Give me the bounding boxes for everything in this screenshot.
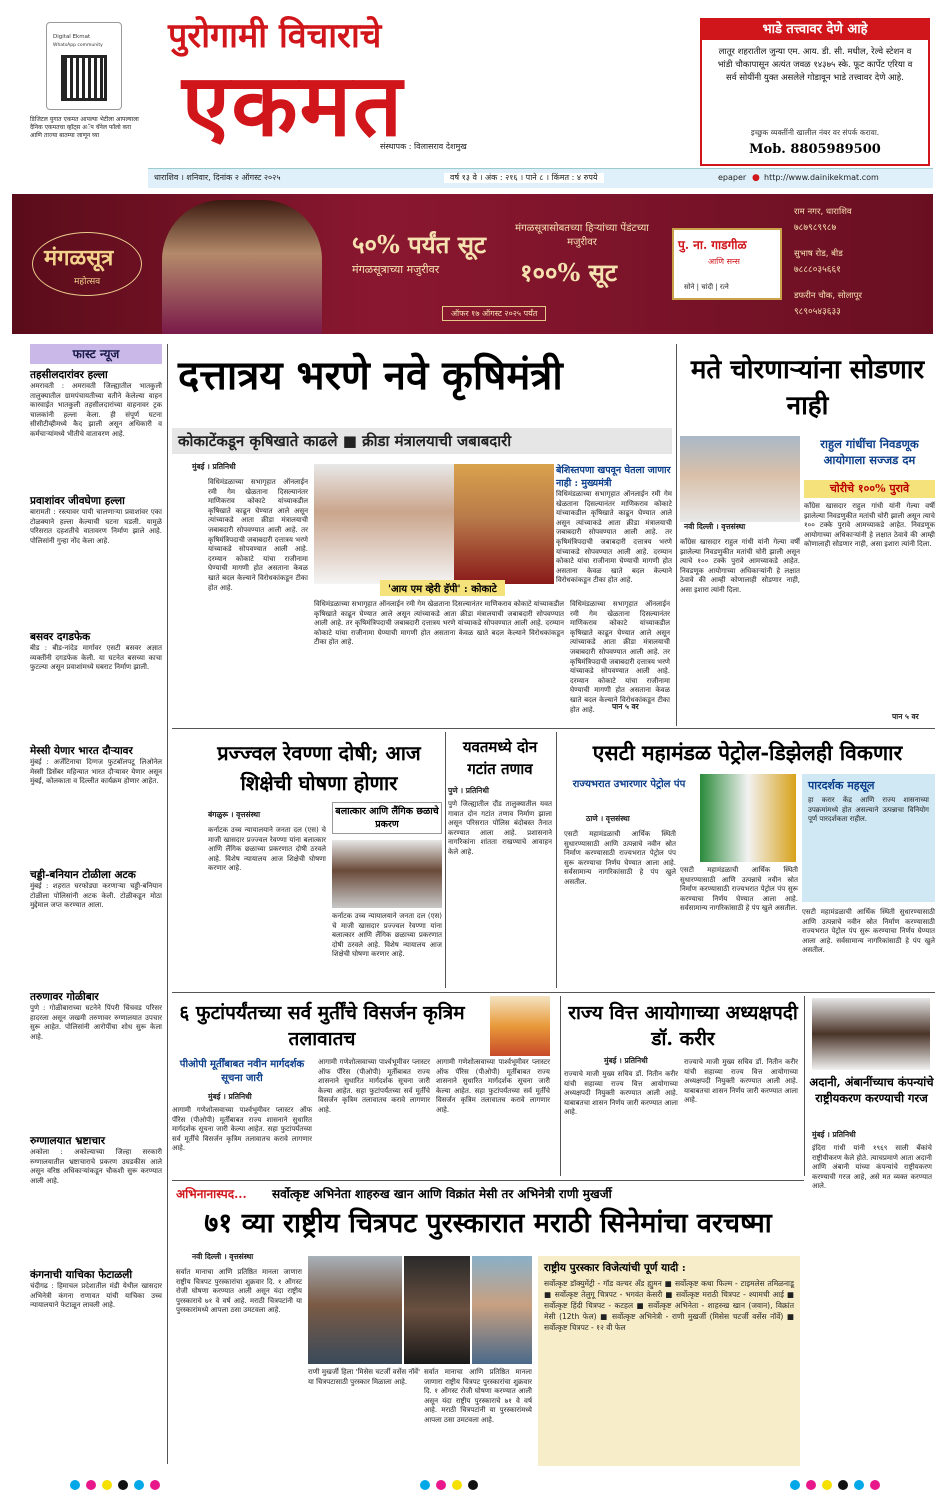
ganesh-story[interactable] [172,996,558,1176]
lead-body-right: विधिमंडळाच्या सभागृहात ऑनलाईन रमी गेम खेळताना दिसल्यानंतर माणिकराव कोकाटे यांच्याकडील कृषिखाते काढून घेण्यात आले असून त्यांच्याकडे आता क्रीडा मंत्रालयाची जबाबदारी सोपवण्यात आली आहे. तर कृषिमंत्रिपदाची जबाबदारी दत्तात्रय भरणे यांच्याकडे सोपवण्यात आली आहे. दरम्यान कोकाटे यांचा राजीनामा घेण्याची मागणी होत असताना केवळ खाते बदल केल्याने विरोधकांकडून टीका होत आहे. [570,600,670,714]
lead-headline: दत्तात्रय भरणे नवे कृषिमंत्री [178,352,563,399]
yavat-body: पुणे जिल्ह्यातील दौंड तालुक्यातील यवत गावात दोन गटांत तणाव निर्माण झाला असून परिसरात पोलिस बंदोबस्त तैनात करण्यात आला आहे. प्रशासनाने नागरिकांना शांतता राखण्याचे आवाहन केले आहे. [448,800,552,856]
bharane-photo [454,464,554,584]
karir-divider [804,996,805,1176]
rahul-dateline: नवी दिल्ली । वृत्तसंस्था [684,522,746,531]
photo-caption: 'आय एम व्हेरी हॅपी' : कोकाटे [380,580,505,596]
awards-story[interactable] [172,1184,804,1468]
news-item-body: मुंबई : शहरात घरफोड्या करणाऱ्या चड्डी-बनियान टोळीला पोलिसांनी अटक केली. टोळीकडून मोठा मुद्देमाल जप्त करण्यात आला. [30,882,162,910]
news-item-body: बीड : बीड-नांदेड मार्गावर एसटी बसवर अज्ञात व्यक्तींनी दगडफेक केली. या घटनेत बसच्या काचा फुटल्या असून प्रवाशांमध्ये घबराट निर्माण झाली. [30,644,162,672]
st-box-body: हा करार केंद्र आणि राज्य शासनाच्या उपक्रमांमध्ये होत असल्याने उत्पन्नाचा विनियोग पूर्ण पारदर्शकता राहील. [808,796,929,824]
jeweller-logo [672,228,782,300]
banner-offer1: ५०% पर्यंत सूट [352,230,487,259]
lead-sidebar-title: बेशिस्तपणा खपवून घेतला जाणार नाही : मुख्यमंत्री [556,465,671,489]
karir-headline: राज्य वित्त आयोगाच्या अध्यक्षपदी डॉ. करीर [568,1002,798,1050]
rahul-body-left: काँग्रेस खासदार राहुल गांधी यांनी गेल्या वर्षी झालेल्या निवडणुकीत मतांची चोरी झाली असून त्याचे १०० टक्के पुरावे आमच्याकडे आहेत. निवडणूक आयोगाच्या अधिकाऱ्यांनी हे लक्षात ठेवावे की आम्ही कोणालाही सोडणार नाही, असा इशारा त्यांनी दिला. [680,538,800,594]
shahrukh-photo [404,1256,470,1364]
awards-headline: ७१ व्या राष्ट्रीय चित्रपट पुरस्कारात मराठी सिनेमांचा वरचष्मा [204,1208,772,1239]
revanna-story[interactable] [172,732,442,988]
qr-block [30,22,142,172]
news-item[interactable] [30,868,162,988]
revanna-tag: बलात्कार आणि लैंगिक छळाचे प्रकरण [332,802,442,834]
speaker-photo [812,998,930,1070]
news-item-title: चड्डी-बनियान टोळीला अटक [30,869,136,881]
masthead [0,0,945,190]
revanna-body: कर्नाटक उच्च न्यायालयाने जनता दल (एस) चे माजी खासदार प्रज्ज्वल रेवण्णा यांना बलात्कार आणि लैंगिक छळाच्या प्रकरणात दोषी ठरवले आहे. विशेष न्यायालय आज शिक्षेची घोषणा करणार आहे. [208,826,326,873]
news-item-title: प्रवाशांवर जीवघेणा हल्ला [30,495,125,507]
news-item-body: अमरावती : अमरावती जिल्ह्यातील भातकुली तालुक्यातील ग्रामपंचायतीच्या वतीने केलेल्या वाहन कारवाईत भातकुली तहसीलदारांच्या वाहनावर ट्रक चालकांनी हल्ला केला. ही संपूर्ण घटना सीसीटीव्हीमध्ये कैद झाली असून अधिकारी व कर्मचाऱ्यांमध्ये भीतीचे वातावरण आहे. [30,382,162,438]
rahul-story[interactable] [680,344,935,726]
news-item-body: अकोला : अकोल्याच्या जिल्हा सरकारी रुग्णालयातील भ्रष्टाचाराचे प्रकरण उघडकीस आले असून वरिष्ठ अधिकाऱ्यांकडून चौकशी सुरू करण्यात आली आहे. [30,1148,162,1185]
news-item-title: कंगनाची याचिका फेटाळली [30,1269,133,1281]
awards-body-left: सर्वात मानाचा आणि प्रतिष्ठित मानला जाणारा राष्ट्रीय चित्रपट पुरस्कारांचा शुक्रवार दि. १ ऑगस्ट रोजी घोषणा करण्यात आली असून यंदा राष्ट्रीय पुरस्काराचे ७१ वे वर्ष आहे. मराठी चित्रपटांनी या पुरस्कारांमध्ये आपला ठसा उमटवला आहे. [176,1268,302,1315]
awards-list-title: राष्ट्रीय पुरस्कार विजेत्यांची पूर्ण यादी : [544,1262,686,1274]
lead-dateline: मुंबई । प्रतिनिधी [192,462,236,471]
qr-frame [46,22,122,110]
revanna-headline: प्रज्ज्वल रेवण्णा दोषी; आज शिक्षेची घोषणा होणार [217,741,421,795]
dateline-bar [148,168,933,188]
rahul-headline: मते चोरणाऱ्यांना सोडणार नाही [690,355,925,421]
website-link[interactable]: http://www.dainikekmat.com [764,173,879,182]
news-item-title: रुग्णालयात भ्रष्टाचार [30,1135,106,1147]
news-item[interactable] [30,368,162,488]
lead-subhead: कोकाटेंकडून कृषिखाते काढले ■ क्रीडा मंत्रालयाची जबाबदारी [172,428,672,454]
rahul-badge: चोरीचे १००% पुरावे [804,480,935,498]
revanna-divider [445,732,446,988]
awards-list: सर्वोत्कृष्ट डॉक्युमेंट्री - गॉड वल्चर अँड ह्युमन ■ सर्वोत्कृष्ट कथा फिल्म - टाइमलेस तमिळनाडू ■ सर्वोत्कृष्ट तेलुगू चित्रपट - भगवंत केसरी ■ सर्वोत्कृष्ट मराठी चित्रपट - श्यामची आई ■ सर्वोत्कृष्ट हिंदी चित्रपट - कटहल ■ सर्वोत्कृष्ट अभिनेता - शाहरुख खान (जवान), विक्रांत मेसी (12th फेल) ■ सर्वोत्कृष्ट अभिनेत्री - राणी मुखर्जी (मिसेस चटर्जी वर्सेस नॉर्वे) ■ सर्वोत्कृष्ट चित्रपट - १२ वी फेल [544,1279,794,1332]
lead-continued: पान ५ वर [612,702,639,711]
st-dateline: ठाणे । वृत्तसंस्था [586,814,630,823]
registration-marks-right [790,1480,910,1492]
karir-body-left: राज्याचे माजी मुख्य सचिव डॉ. नितीन करीर यांची सहाव्या राज्य वित्त आयोगाच्या अध्यक्षपदी नियुक्ती करण्यात आली आहे. याबाबतचा शासन निर्णय जारी करण्यात आला आहे. [564,1070,678,1117]
st-body-right: एसटी महामंडळाची आर्थिक स्थिती सुधारण्यासाठी आणि उत्पन्नाचे नवीन स्रोत निर्माण करण्यासाठी राज्यभरात पेट्रोल पंप सुरू करण्याचा निर्णय घेण्यात आला आहे. सर्वसामान्य नागरिकांसाठी हे पंप खुले असतील. [802,908,935,955]
awards-body-mid: सर्वात मानाचा आणि प्रतिष्ठित मानला जाणारा राष्ट्रीय चित्रपट पुरस्कारांचा शुक्रवार दि. १ ऑगस्ट रोजी घोषणा करण्यात आली असून यंदा राष्ट्रीय पुरस्काराचे ७१ वे वर्ष आहे. मराठी चित्रपटांनी या पुरस्कारांमध्ये आपला ठसा उमटवला आहे. [424,1368,532,1424]
qr-subtitle: WhatsApp community [53,43,103,48]
revanna-photo [332,840,442,908]
revanna-body-right: कर्नाटक उच्च न्यायालयाने जनता दल (एस) चे माजी खासदार प्रज्ज्वल रेवण्णा यांना बलात्कार आणि लैंगिक छळाच्या प्रकरणात दोषी ठरवले आहे. विशेष न्यायालय आज शिक्षेची घोषणा करणार आहे. [332,912,442,959]
kokate-photo [314,464,454,584]
rahul-photo [680,436,800,522]
founder-line: संस्थापक : विलासराव देशमुख [380,142,467,151]
st-story[interactable] [560,732,935,988]
banner-brand-sub: महोत्सव [74,277,101,287]
fast-news-sidebar [30,344,162,1464]
lead-divider [676,344,677,726]
qr-code-icon[interactable] [61,55,107,101]
ganesh-body-mid: आगामी गणेशोत्सवाच्या पार्श्वभूमीवर प्लास्टर ऑफ पॅरिस (पीओपी) मूर्तीबाबत राज्य शासनाने सुधारित मार्गदर्शक सूचना जारी केल्या आहेत. सहा फुटांपर्यंतच्या सर्व मूर्तींचे विसर्जन कृत्रिम तलावातच करावे लागणार आहे. [318,1058,430,1114]
model-photo [162,200,322,334]
store-phone: ७८८८०३५६६१ [794,265,841,275]
banner-offer2-pre: मंगळसूत्रासोबतच्या हिऱ्यांच्या पेंडंटच्या मजुरीवर [515,223,649,248]
ganesh-headline: ६ फुटांपर्यंतच्या सर्व मुर्तींचे विसर्जन कृत्रिम तलावातच [179,1002,465,1050]
rent-ad [700,18,930,166]
store-phone: ७८७९८९९८७ [794,223,837,233]
banner-validity: ऑफर १७ ऑगस्ट २०२५ पर्यंत [442,306,546,321]
ganesh-body-right: आगामी गणेशोत्सवाच्या पार्श्वभूमीवर प्लास्टर ऑफ पॅरिस (पीओपी) मूर्तीबाबत राज्य शासनाने सुधारित मार्गदर्शक सूचना जारी केल्या आहेत. सहा फुटांपर्यंतच्या सर्व मूर्तींचे विसर्जन कृत्रिम तलावातच करावे लागणार आहे. [436,1058,550,1114]
petrol-pump-photo [700,774,796,862]
news-item-body: बारामती : रस्त्यावर पायी चालणाऱ्या प्रवाशांवर एका टोळक्याने हल्ला केल्याची घटना घडली. यामुळे परिसरात दहशतीचे वातावरण निर्माण झाले आहे. पोलिसांनी गुन्हा नोंद केला आहे. [30,508,162,545]
store-place: डफरीन चौक, सोलापूर [794,291,862,301]
row3-divider [172,1180,804,1181]
jeweller-tagline: सोने | चांदी | रत्ने [684,283,729,291]
news-item-title: मेस्सी येणार भारत दौऱ्यावर [30,745,133,757]
lead-body-left: विधिमंडळाच्या सभागृहात ऑनलाईन रमी गेम खेळताना दिसल्यानंतर माणिकराव कोकाटे यांच्याकडील कृषिखाते काढून घेण्यात आले असून त्यांच्याकडे आता क्रीडा मंत्रालयाची जबाबदारी सोपवण्यात आली आहे. तर कृषिमंत्रिपदाची जबाबदारी दत्तात्रय भरणे यांच्याकडे सोपवण्यात आली आहे. दरम्यान कोकाटे यांचा राजीनामा घेण्याची मागणी होत असताना केवळ खाते बदल केल्याने विरोधकांकडून टीका होत आहे. [208,478,308,592]
news-item-body: मुंबई : अर्जेंटिनाचा दिग्गज फुटबॉलपटू लिओनेल मेस्सी डिसेंबर महिन्यात भारत दौऱ्यावर येणार असून मुंबई, कोलकाता व दिल्लीत कार्यक्रम होणार आहेत. [30,758,162,786]
adani-body: इंदिरा गांधी यांनी १९६९ साली बँकांचे राष्ट्रीयीकरण केले होते. त्याचप्रमाणे आता अदानी आणि अंबानी यांच्या कंपन्यांचे राष्ट्रीयकरण करण्याची गरज आहे, असे मत व्यक्त करण्यात आले. [812,1144,932,1191]
ganesh-body-left: आगामी गणेशोत्सवाच्या पार्श्वभूमीवर प्लास्टर ऑफ पॅरिस (पीओपी) मूर्तीबाबत राज्य शासनाने सुधारित मार्गदर्शक सूचना जारी केल्या आहेत. सहा फुटांपर्यंतच्या सर्व मूर्तींचे विसर्जन कृत्रिम तलावातच करावे लागणार आहे. [172,1106,312,1153]
karir-dateline: मुंबई । प्रतिनिधी [604,1056,648,1065]
lead-body-bottom: विधिमंडळाच्या सभागृहात ऑनलाईन रमी गेम खेळताना दिसल्यानंतर माणिकराव कोकाटे यांच्याकडील कृषिखाते काढून घेण्यात आले असून त्यांच्याकडे आता क्रीडा मंत्रालयाची जबाबदारी सोपवण्यात आली आहे. तर कृषिमंत्रिपदाची जबाबदारी दत्तात्रय भरणे यांच्याकडे सोपवण्यात आली आहे. दरम्यान कोकाटे यांचा राजीनामा घेण्याची मागणी होत असताना केवळ खाते बदल केल्याने विरोधकांकडून टीका होत आहे. [314,600,564,647]
adani-story[interactable] [808,996,935,1468]
st-body-left: एसटी महामंडळाची आर्थिक स्थिती सुधारण्यासाठी आणि उत्पन्नाचे नवीन स्रोत निर्माण करण्यासाठी राज्यभरात पेट्रोल पंप सुरू करण्याचा निर्णय घेण्यात आला आहे. सर्वसामान्य नागरिकांसाठी हे पंप खुले असतील. [564,830,676,886]
qr-note: डिजिटल युगात एकमत आपल्या भेटीला आपल्याला दैनिक एकमतचा व्हॉट्स अॅप चॅनेल फॉलो करा आणि ताज्या बातम्या जाणून घ्या [30,116,139,139]
revanna-dateline: बंगळुरू । वृत्तसंस्था [208,810,261,819]
globe-icon: ● [752,173,760,183]
adani-dateline: मुंबई । प्रतिनिधी [812,1130,856,1139]
qr-title: Digital Ekmat [53,34,91,40]
vikrant-photo [308,1256,402,1364]
awards-dateline: नवी दिल्ली । वृत्तसंस्था [192,1252,254,1261]
store-list [794,204,930,324]
karir-story[interactable] [564,996,802,1176]
sidebar-divider [167,344,168,1464]
row2-divider [172,992,935,993]
dateline: धाराशिव । शनिवार, दिनांक २ ऑगस्ट २०२५ [154,173,281,182]
news-item-body: पुणे : गोळीबाराच्या घटनेने पिंपरी चिंचवड परिसर हादरला असून जखमी तरुणावर रुग्णालयात उपचार सुरू आहेत. पोलिसांनी आरोपींचा शोध सुरू केला आहे. [30,1004,162,1041]
newspaper-name: एकमत [182,55,405,156]
news-item[interactable] [30,990,162,1130]
st-box [802,774,935,902]
lead-sidebar [556,464,672,596]
news-item-title: तरुणावर गोळीबार [30,991,99,1003]
banner-ad[interactable] [12,194,933,334]
news-item[interactable] [30,744,162,864]
st-tag: राज्यभरात उभारणार पेट्रोल पंप [572,779,686,790]
ganesh-idol-photo [490,996,550,1056]
awards-list-box [538,1256,800,1466]
fast-news-header: फास्ट न्यूज [30,344,162,364]
st-body-mid: एसटी महामंडळाची आर्थिक स्थिती सुधारण्यासाठी आणि उत्पन्नाचे नवीन स्रोत निर्माण करण्यासाठी राज्यभरात पेट्रोल पंप सुरू करण्याचा निर्णय घेण्यात आला आहे. सर्वसामान्य नागरिकांसाठी हे पंप खुले असतील. [680,866,798,913]
adani-headline: अदानी, अंबानींच्याच कंपन्यांचे राष्ट्रीयकरण करण्याची गरज [809,1075,934,1105]
rani-photo [472,1256,532,1364]
store-place: सुभाष रोड, बीड [794,249,843,259]
st-headline: एसटी महामंडळ पेट्रोल-डिझेलही विकणार [592,740,903,765]
issue-info: वर्ष १३ वे । अंक : २१६ । पाने ८ । किंमत : ४ रुपये [444,173,604,183]
registration-marks-center [420,1480,540,1492]
yavat-story[interactable] [448,732,552,988]
news-item-body: चंदीगढ : हिमाचल प्रदेशातील मंडी येथील खासदार अभिनेत्री कंगना राणावत यांची याचिका उच्च न्यायालयाने फेटाळून लावली आहे. [30,1282,162,1310]
rahul-body-right: काँग्रेस खासदार राहुल गांधी यांनी गेल्या वर्षी झालेल्या निवडणुकीत मतांची चोरी झाली असून त्याचे १०० टक्के पुरावे आमच्याकडे आहेत. निवडणूक आयोगाच्या अधिकाऱ्यांनी हे लक्षात ठेवावे की आम्ही कोणालाही सोडणार नाही, असा इशारा त्यांनी दिला. [804,502,936,549]
ganesh-divider [560,996,561,1176]
registration-marks-left [70,1480,190,1492]
awards-kicker-line: सर्वोत्कृष्ट अभिनेता शाहरुख खान आणि विक्रांत मेसी तर अभिनेत्री राणी मुखर्जी [272,1187,612,1201]
ganesh-dateline: मुंबई । प्रतिनिधी [208,1092,252,1101]
news-item[interactable] [30,494,162,624]
banner-offer1-sub: मंगळसूत्राच्या मजुरीवर [352,263,440,276]
yavat-dateline: पुणे । प्रतिनिधी [448,786,489,795]
karir-body-right: राज्याचे माजी मुख्य सचिव डॉ. नितीन करीर यांची सहाव्या राज्य वित्त आयोगाच्या अध्यक्षपदी नियुक्ती करण्यात आली आहे. याबाबतचा शासन निर्णय जारी करण्यात आला आहे. [684,1058,798,1105]
store-phone: ९८९०५४३६३३ [794,307,841,317]
jeweller-sub: आणि सन्स [708,257,740,266]
banner-offer2: १००% सूट [520,258,617,287]
st-box-title: पारदर्शक महसूल [808,779,875,792]
yavat-divider [556,732,557,988]
rahul-subhead: राहुल गांधींचा निवडणूक आयोगाला सज्जड दम [820,437,919,467]
news-item[interactable] [30,630,162,740]
yavat-headline: यवतमध्ये दोन गटांत तणाव [462,738,538,778]
rahul-continued: पान ५ वर [892,712,919,721]
news-item-title: बसवर दगडफेक [30,631,91,643]
banner-brand: मंगळसूत्र [44,245,114,271]
lead-sidebar-body: विधिमंडळाच्या सभागृहात ऑनलाईन रमी गेम खेळताना दिसल्यानंतर माणिकराव कोकाटे यांच्याकडील कृषिखाते काढून घेण्यात आले असून त्यांच्याकडे आता क्रीडा मंत्रालयाची जबाबदारी सोपवण्यात आली आहे. तर कृषिमंत्रिपदाची जबाबदारी दत्तात्रय भरणे यांच्याकडे सोपवण्यात आली आहे. दरम्यान कोकाटे यांचा राजीनामा घेण्याची मागणी होत असताना केवळ खाते बदल केल्याने विरोधकांकडून टीका होत आहे. [556,490,672,585]
row1-divider [172,728,935,729]
jeweller-name: पु. ना. गाडगीळ [678,238,747,252]
lead-story[interactable] [172,344,672,726]
epaper-label[interactable]: epaper [718,173,747,182]
rent-ad-title: भाडे तत्त्वावर देणे आहे [702,20,928,40]
tagline: पुरोगामी विचाराचे [168,16,382,56]
store-place: राम नगर, धाराशिव [794,207,852,217]
rent-ad-mobile[interactable]: Mob. 8805989500 [749,142,881,157]
rent-ad-body: लातूर शहरातील जुन्या एम. आय. डी. सी. मधील, रेल्वे स्टेशन व भांडी चौकापासून अत्यंत जवळ १४३७५ स्के. फूट कार्पेट एरिया व सर्व सोयींनी युक्त असलेले गोडावून भाडे तत्त्वावर देणे आहे. [717,47,913,83]
news-item[interactable] [30,1134,162,1264]
news-item-title: तहसीलदारांवर हल्ला [30,369,108,381]
awards-kicker: अभिनानास्पद... [176,1187,247,1201]
ganesh-tag: पीओपी मूर्तींबाबत नवीन मार्गदर्शक सूचना जारी [179,1059,305,1084]
rent-ad-contact: इच्छुक व्यक्तींनी खालील नंबर वर संपर्क करावा. [750,128,880,137]
news-item[interactable] [30,1268,162,1468]
awards-caption: राणी मुखर्जी हिला 'मिसेस चटर्जी वर्सेस नॉर्वे' या चित्रपटासाठी पुरस्कार मिळाला आहे. [308,1368,420,1386]
